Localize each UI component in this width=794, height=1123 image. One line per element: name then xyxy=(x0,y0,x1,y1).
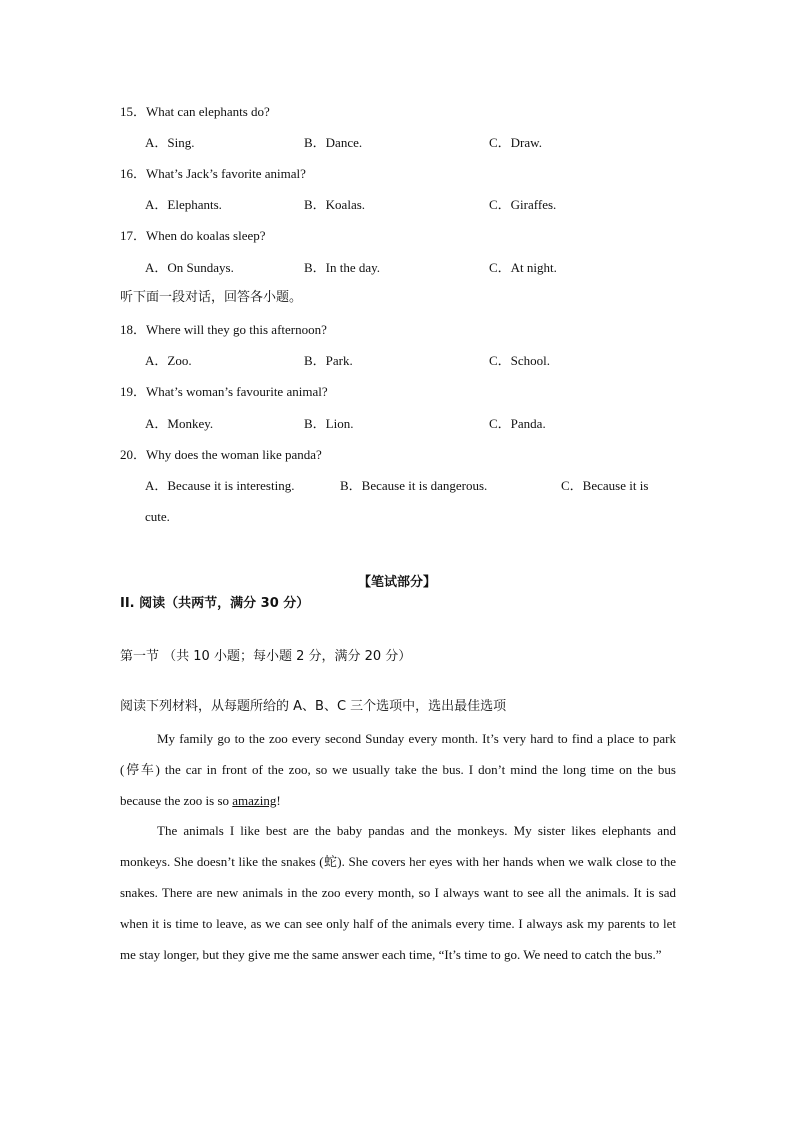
reading-instruction: 阅读下列材料，从每题所给的 A、B、C 三个选项中，选出最佳选项 xyxy=(120,699,507,714)
option-a: A．Because it is interesting. xyxy=(145,478,295,493)
question-number: 15． xyxy=(120,104,147,119)
option-a: A．Zoo. xyxy=(145,353,192,368)
question-text: What’s Jack’s favorite animal? xyxy=(146,166,306,181)
question-number: 16． xyxy=(120,166,147,181)
option-c: C．Because it is xyxy=(561,478,649,493)
question-number: 17． xyxy=(120,228,147,243)
option-c: C．Panda. xyxy=(489,416,546,431)
question-number: 18． xyxy=(120,322,147,337)
option-b: B．Park. xyxy=(304,353,353,368)
option-a: A．On Sundays. xyxy=(145,260,234,275)
option-b: B．Dance. xyxy=(304,135,363,150)
underlined-word: amazing xyxy=(232,793,277,808)
option-b: B．Lion. xyxy=(304,416,354,431)
question-19 xyxy=(120,384,328,400)
option-b: B．Because it is dangerous. xyxy=(340,478,488,493)
section-heading: II. 阅读（共两节，满分 30 分） xyxy=(120,596,310,611)
question-20 xyxy=(120,447,322,463)
question-number: 19． xyxy=(120,384,147,399)
option-b: B．Koalas. xyxy=(304,197,366,212)
question-text: What can elephants do? xyxy=(146,104,270,119)
passage-paragraph-1 xyxy=(120,723,676,816)
question-16 xyxy=(120,166,306,182)
option-c: C．Giraffes. xyxy=(489,197,557,212)
part-heading: 第一节 （共 10 小题；每小题 2 分，满分 20 分） xyxy=(120,649,412,664)
question-17 xyxy=(120,228,266,244)
option-c: C．School. xyxy=(489,353,551,368)
option-a: A．Sing. xyxy=(145,135,195,150)
passage-paragraph-2 xyxy=(120,815,676,970)
question-text: Why does the woman like panda? xyxy=(146,447,322,462)
option-a: A．Elephants. xyxy=(145,197,222,212)
option-c: C．Draw. xyxy=(489,135,542,150)
written-heading: 【笔试部分】 xyxy=(357,575,436,590)
listening-instruction: 听下面一段对话，回答各小题。 xyxy=(120,290,303,305)
paragraph-text: The animals I like best are the baby pandas and the monkeys. My sister likes elephants and monkeys. She doesn’t like the snakes (蛇). She covers her eyes with her hands when we walk close to the snakes. There are new animals in the zoo every month, so I always want to see all the animals. It is sad when it is time to leave, as we can see only half of the animals every time. I always ask my parents to let me stay longer, but they give me the same answer each time, “It’s time to go. We need to catch the bus.” xyxy=(120,823,676,962)
paragraph-text-end: ! xyxy=(276,793,281,808)
question-15 xyxy=(120,104,270,120)
question-number: 20． xyxy=(120,447,147,462)
paragraph-text: My family go to the zoo every second Sunday every month. It’s very hard to find a place to park (停车) the car in front of the zoo, so we usually take the bus. I don’t mind the long time on the bus because the zoo is so xyxy=(120,731,676,808)
option-b: B．In the day. xyxy=(304,260,381,275)
option-c-wrap: cute. xyxy=(145,509,170,524)
question-text: When do koalas sleep? xyxy=(146,228,266,243)
option-a: A．Monkey. xyxy=(145,416,214,431)
question-18 xyxy=(120,322,327,338)
option-c: C．At night. xyxy=(489,260,557,275)
question-text: Where will they go this afternoon? xyxy=(146,322,327,337)
question-text: What’s woman’s favourite animal? xyxy=(146,384,328,399)
